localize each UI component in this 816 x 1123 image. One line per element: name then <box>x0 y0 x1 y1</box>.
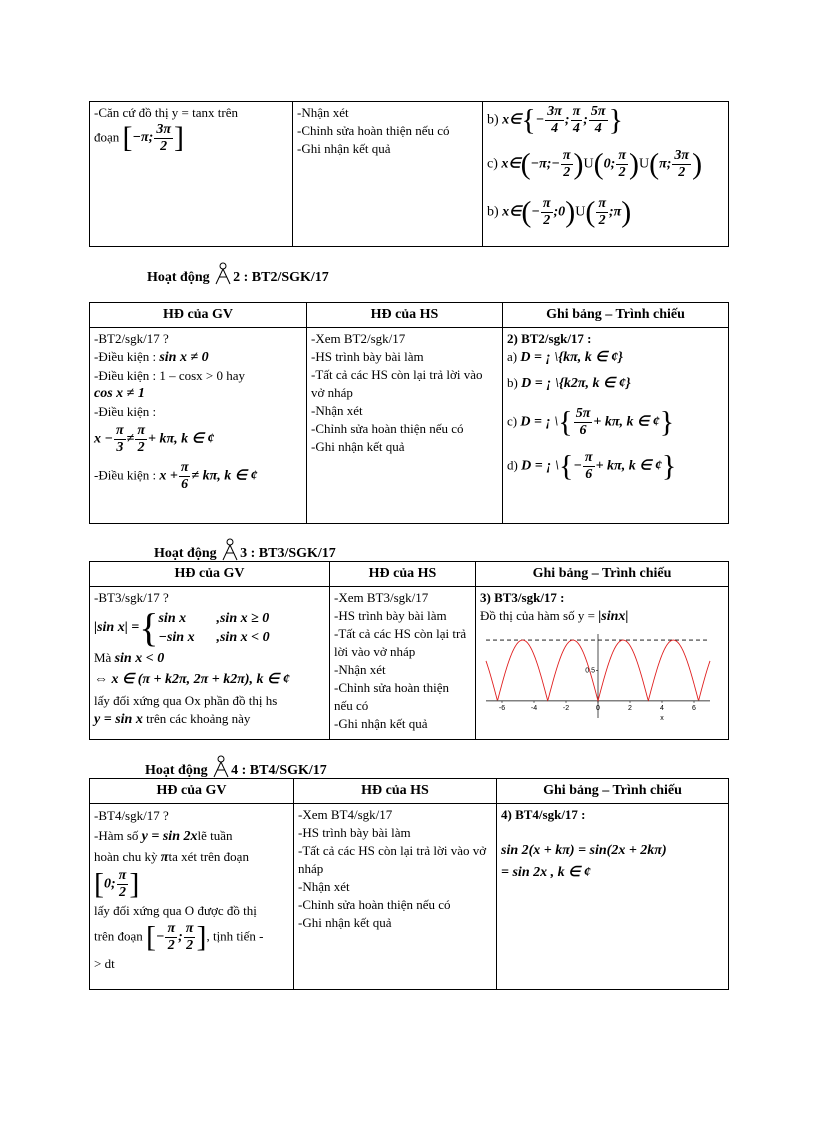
gv-cell: -BT2/sgk/17 ? -Điều kiện : sin x ≠ 0 -Điều kiện : 1 – cosx > 0 hay cos x ≠ 1 -Điều kiện : x − $\frac{\pi}{3}$ ≠ $\frac{\pi}{2}$ + kπ, k ∈ ¢ -Điều kiện : x + $\frac{\pi}{6}$ ≠ kπ, k ∈ ¢ <box>90 328 307 524</box>
activity-4-title: Hoạt động 4 : BT4/SGK/17 <box>145 755 327 779</box>
x-tick-label: 4 <box>660 704 664 712</box>
interval-expr: [−π; $\frac{3\pi}{2}$ ] <box>122 121 184 155</box>
compass-icon <box>211 755 231 779</box>
answer-line: b) x∈(− $\frac{\pi}{2}$ ;0)U( $\frac{\pi}{2}$ ;π) <box>487 195 632 229</box>
x-tick-label: -2 <box>562 704 570 712</box>
x-tick-label: 6 <box>692 704 696 712</box>
board-cell: 4) BT4/sgk/17 : sin 2(x + kπ) = sin(2x + 2kπ) = sin 2x , k ∈ ¢ <box>497 804 729 990</box>
x-tick-label: 2 <box>628 704 632 712</box>
board-cell <box>483 102 729 247</box>
compass-icon <box>220 538 240 562</box>
table-bt2 <box>89 302 729 524</box>
gv-text: -Căn cứ đồ thị y = tanx trên <box>94 105 238 120</box>
header-hs: HĐ của HS <box>330 562 476 587</box>
answer-line: b) x∈{− $\frac{3\pi}{4}$ ; $\frac{\pi}{4}$ ; $\frac{5\pi}{4}$ } <box>487 103 623 137</box>
hs-line: -Nhận xét <box>297 105 349 120</box>
hs-cell: -Xem BT3/sgk/17 -HS trình bày bài làm -Tất cả các HS còn lại trả lời vào vở nháp -Nhận xét -Chỉnh sửa hoàn thiện nếu có -Ghi nhận kết quả <box>330 587 476 740</box>
hs-cell <box>293 102 483 247</box>
y-tick-label: 0.5 <box>585 667 595 675</box>
answer-line: c) x∈(−π;− $\frac{\pi}{2}$ )U(0; $\frac{\pi}{2}$ )U(π; $\frac{3\pi}{2}$ ) <box>487 147 703 181</box>
hs-line: -Chỉnh sửa hoàn thiện nếu có <box>297 123 450 138</box>
header-gv: HĐ của GV <box>90 562 330 587</box>
board-cell: 3) BT3/sgk/17 : Đồ thị của hàm số y = |sinx| -6 -4 -2 0 2 4 6 0.5 x <box>476 587 729 740</box>
header-gv: HĐ của GV <box>90 779 294 804</box>
header-board: Ghi bảng – Trình chiếu <box>476 562 729 587</box>
header-hs: HĐ của HS <box>294 779 497 804</box>
gv-cell: -BT3/sgk/17 ? |sin x| = { sin x ,sin x ≥ 0 −sin x ,sin x < 0 Mà sin x < 0 ⇔ x ∈ (π + k2π, 2π + k2π), k ∈ ¢ lấy đối xứng qua Ox phần đồ thị hs y = sin x trên các khoảng này <box>90 587 330 740</box>
header-board: Ghi bảng – Trình chiếu <box>503 303 729 328</box>
header-board: Ghi bảng – Trình chiếu <box>497 779 729 804</box>
abs-sin-chart <box>480 628 716 724</box>
hs-line: -Ghi nhận kết quả <box>297 141 391 156</box>
gv-text: đoạn <box>94 129 120 145</box>
table-bt4 <box>89 778 729 990</box>
board-cell: 2) BT2/sgk/17 : a) D = ¡ \{kπ, k ∈ ¢} b) D = ¡ \{k2π, k ∈ ¢} c) D = ¡ \{ $\frac{5\pi}{6}$ + kπ, k ∈ ¢} d) D = ¡ \{− $\frac{\pi}{6}$ + kπ, k ∈ ¢} <box>503 328 729 524</box>
x-tick-label: 0 <box>596 704 600 712</box>
header-hs: HĐ của HS <box>307 303 503 328</box>
x-tick-label: -6 <box>498 704 506 712</box>
activity-2-title: Hoạt động 2 : BT2/SGK/17 <box>147 262 329 286</box>
gv-cell <box>90 102 293 247</box>
header-gv: HĐ của GV <box>90 303 307 328</box>
hs-cell: -Xem BT4/sgk/17 -HS trình bày bài làm -Tất cả các HS còn lại trả lời vào vở nháp -Nhận xét -Chỉnh sửa hoàn thiện nếu có -Ghi nhận kết quả <box>294 804 497 990</box>
x-tick-label: -4 <box>530 704 538 712</box>
table-bt3 <box>89 561 729 740</box>
activity-3-title: Hoạt động 3 : BT3/SGK/17 <box>154 538 336 562</box>
x-axis-label: x <box>660 715 664 722</box>
hs-cell: -Xem BT2/sgk/17 -HS trình bày bài làm -Tất cả các HS còn lại trả lời vào vở nháp -Nhận xét -Chỉnh sửa hoàn thiện nếu có -Ghi nhận kết quả <box>307 328 503 524</box>
gv-cell: -BT4/sgk/17 ? -Hàm số y = sin 2xlẽ tuần hoàn chu kỳ πta xét trên đoạn [0; $\frac{\pi}{2}$ ] lấy đối xứng qua O được đồ thị trên đoạn [− $\frac{\pi}{2}$ ; $\frac{\pi}{2}$ ], tịnh tiến - > dt <box>90 804 294 990</box>
table-bt1 <box>89 101 729 247</box>
compass-icon <box>213 262 233 286</box>
